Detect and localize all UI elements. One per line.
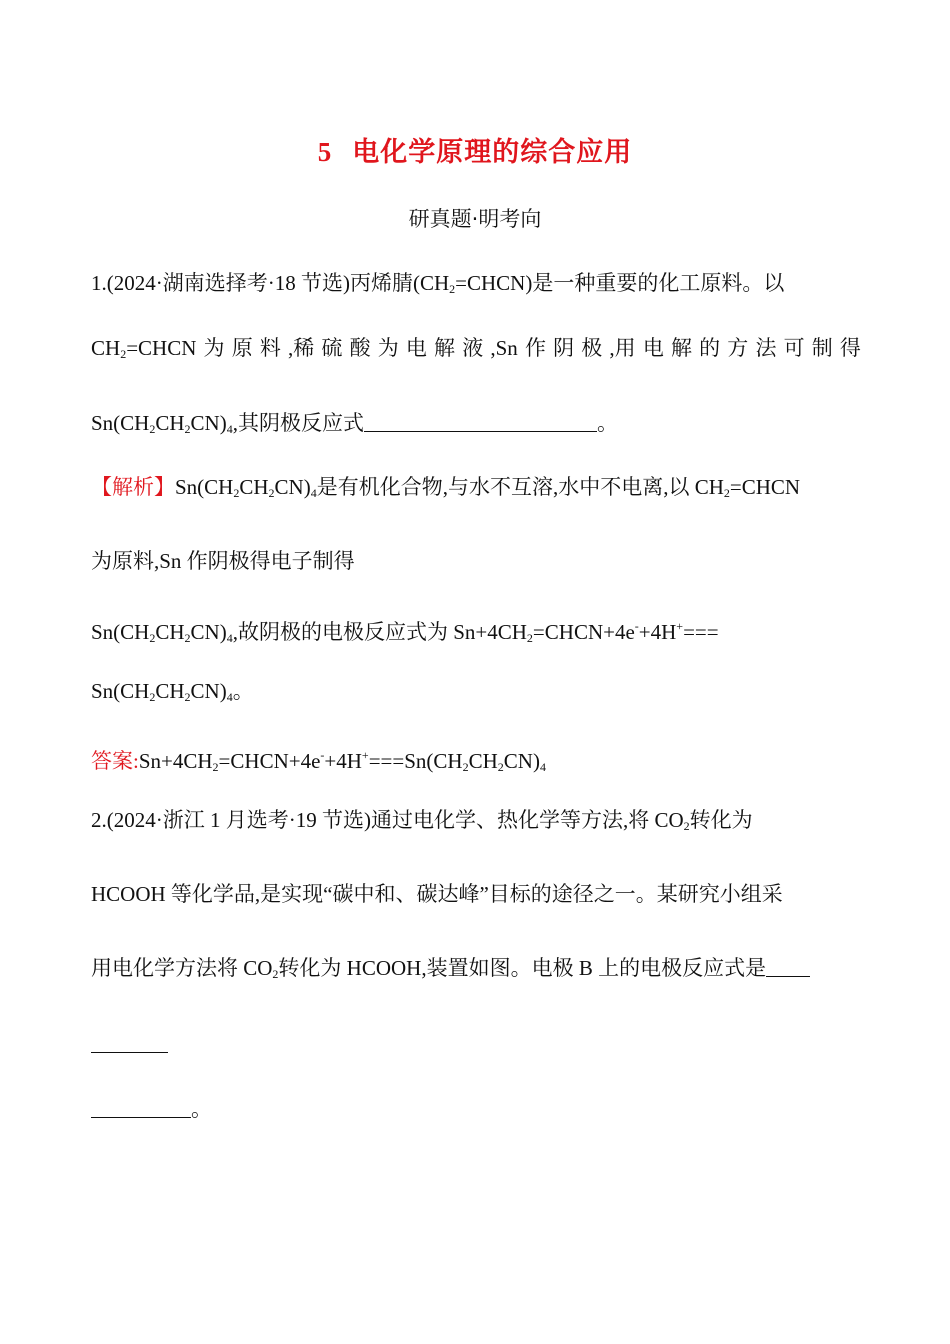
answer-blank-start[interactable] [766, 956, 810, 977]
q2-line-2: HCOOH 等化学品,是实现“碳中和、碳达峰”目标的途径之一。某研究小组采 [91, 882, 783, 906]
q1-line-2: $CH_2=CHCN$ 为 原 料 ,稀 硫 酸 为 电 解 液 ,Sn 作 阴 极 ,用 电 解 的 方 法 可 制 得 [91, 336, 861, 361]
answer-label: 答案: [91, 749, 139, 773]
q1-analysis-line-3: $Sn(CH_2CH_2CN)_4$,故阴极的电极反应式为 $Sn+4CH_2=CHCN+4e^-+4H^+===$ [91, 619, 719, 645]
q1-analysis-line-4: $Sn(CH_2CH_2CN)_4$。 [91, 679, 254, 704]
q2-line-5: 。 [91, 1094, 861, 1124]
q1-line-1: 1.(2024·湖南选择考·18 节选)丙烯腈$(CH_2=CHCN)$是一种重要的化工原料。以 [91, 271, 785, 296]
q1-analysis-line-2: 为原料,Sn 作阴极得电子制得 [91, 549, 355, 573]
section-number: 5 [317, 137, 333, 167]
q2-line-3: 用电化学方法将 $CO_2$转化为 HCOOH,装置如图。电极 B 上的电极反应式是 [91, 953, 861, 989]
analysis-label: 【解析】 [91, 475, 175, 499]
q1-line-3: $Sn(CH_2CH_2CN)_4$,其阴极反应式 。 [91, 411, 618, 436]
answer-blank-continued[interactable] [91, 1032, 168, 1053]
q1-answer-line: 答案$:Sn+4CH_2=CHCN+4e^-+4H^+===Sn(CH_2CH_2CN)_4$ [91, 748, 546, 774]
page-title [0, 130, 950, 169]
q2-line-4 [91, 1029, 861, 1059]
q1-analysis-line-1: 【解析】$Sn(CH_2CH_2CN)_4$是有机化合物,与水不互溶,水中不电离,以 $CH_2=CHCN$ [91, 475, 801, 500]
answer-blank[interactable] [364, 411, 597, 432]
q2-line-1: 2.(2024·浙江 1 月选考·19 节选)通过电化学、热化学等方法,将 $CO_2$转化为 [91, 808, 753, 833]
section-title: 电化学原理的综合应用 [352, 137, 633, 168]
subtitle: 研真题·明考向 [408, 207, 542, 231]
answer-blank-end[interactable] [91, 1097, 191, 1118]
